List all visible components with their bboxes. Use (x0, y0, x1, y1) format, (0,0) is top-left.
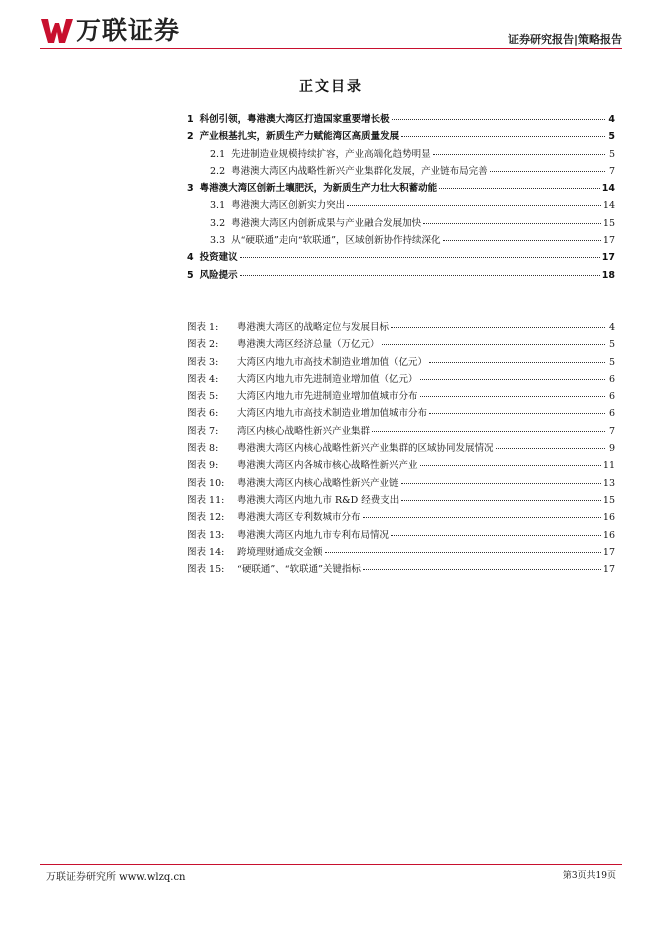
dot-leader (429, 362, 605, 363)
figure-entry[interactable] (187, 561, 615, 578)
toc-entry-title: 产业根基扎实，新质生产力赋能湾区高质量发展 (199, 131, 400, 143)
report-type-label: 证券研究报告|策略报告 (507, 33, 622, 46)
figure-entry-label: 图表 5: (187, 391, 219, 403)
toc-entry[interactable] (187, 267, 615, 284)
dot-leader (429, 413, 605, 414)
page-title: 正文目录 (299, 79, 363, 95)
figure-entry-label: 图表 2: (187, 339, 219, 351)
dot-leader (363, 517, 601, 518)
brand-name: 万联证券 (76, 16, 181, 45)
dot-leader (325, 552, 601, 553)
figure-entry-title: 粤港澳大湾区经济总量（万亿元） (237, 339, 380, 351)
figure-entry-label: 图表 6: (187, 408, 219, 420)
figure-entry-title: 粤港澳大湾区内地九市专利布局情况 (237, 529, 390, 541)
figure-entry-label: 图表 11: (187, 494, 225, 506)
dot-leader (240, 257, 600, 258)
toc-entry-page: 14 (601, 183, 615, 195)
figure-entry-title: 粤港澳大湾区的战略定位与发展目标 (237, 322, 390, 333)
toc-entry[interactable] (187, 111, 615, 128)
figure-entry-page: 6 (608, 391, 615, 403)
toc-entry-title: 从“硬联通”走向“软联通”，区域创新协作持续深化 (231, 235, 441, 247)
figure-entry-label: 图表 3: (187, 356, 219, 368)
figure-entry[interactable] (187, 405, 615, 422)
toc-entry-title: 投资建议 (199, 252, 238, 264)
figure-entry[interactable] (187, 475, 615, 492)
toc-entry-page: 7 (608, 165, 615, 177)
figure-entry[interactable] (187, 388, 615, 405)
header-divider (40, 48, 622, 49)
toc-entry-number: 2.1 (210, 148, 226, 160)
toc-entry-number: 3.3 (210, 235, 226, 247)
figure-entry-title: 大湾区内地九市高技术制造业增加值（亿元） (237, 356, 428, 368)
dot-leader (490, 171, 605, 172)
figure-entry-page: 11 (602, 460, 615, 472)
w-logo-icon (40, 17, 74, 45)
dot-leader (439, 188, 600, 189)
toc-entry-number: 1 (187, 114, 194, 125)
figure-entry-page: 16 (602, 529, 615, 541)
footer-institute: 万联证券研究所 www.wlzq.cn (46, 872, 186, 883)
dot-leader (240, 275, 600, 276)
toc-entry-page: 17 (601, 252, 615, 264)
toc-entry-page: 15 (602, 217, 615, 229)
figure-entry-label: 图表 14: (187, 546, 225, 558)
dot-leader (392, 119, 605, 120)
figure-entry[interactable] (187, 457, 615, 474)
dot-leader (433, 154, 605, 155)
toc-entry-title: 粤港澳大湾区内创新成果与产业融合发展加快 (231, 217, 422, 229)
toc-entry-page: 18 (601, 269, 615, 281)
toc-entry-number: 5 (187, 269, 194, 281)
figure-entry[interactable] (187, 423, 615, 440)
figure-entry-title: 湾区内核心战略性新兴产业集群 (237, 425, 371, 437)
dot-leader (423, 223, 601, 224)
figure-entry-label: 图表 7: (187, 425, 219, 437)
toc-entry-page: 17 (602, 235, 615, 247)
figure-entry-label: 图表 1: (187, 322, 219, 333)
figure-entry-label: 图表 15: (187, 564, 225, 576)
figure-entry[interactable] (187, 336, 615, 353)
toc-entry-title: 粤港澳大湾区内战略性新兴产业集群化发展，产业链布局完善 (231, 165, 488, 177)
figure-entry[interactable] (187, 354, 615, 371)
figure-entry-page: 5 (608, 339, 615, 351)
figure-entry-title: 跨境理财通成交金额 (237, 546, 323, 558)
figure-entry-page: 7 (608, 425, 615, 437)
figure-entry[interactable] (187, 371, 615, 388)
dot-leader (391, 535, 601, 536)
figure-entry-page: 6 (608, 373, 615, 385)
dot-leader (372, 431, 605, 432)
figure-entry-title: 大湾区内地九市先进制造业增加值城市分布 (237, 391, 418, 403)
toc-entry-number: 3.1 (210, 200, 226, 212)
figure-entry-page: 9 (608, 443, 615, 455)
figure-entry[interactable] (187, 527, 615, 544)
figure-entry-title: 粤港澳大湾区内核心战略性新兴产业链 (237, 477, 399, 489)
toc-entry[interactable] (187, 128, 615, 145)
toc-entry[interactable] (187, 197, 615, 214)
dot-leader (347, 205, 601, 206)
figure-entry[interactable] (187, 440, 615, 457)
toc-entry-page: 5 (608, 148, 615, 160)
toc-entry[interactable] (187, 180, 615, 197)
toc-entry[interactable] (187, 249, 615, 266)
toc-entry-page: 5 (608, 131, 615, 143)
figure-entry[interactable] (187, 319, 615, 336)
figure-entry-label: 图表 9: (187, 460, 219, 472)
figure-entry-page: 15 (602, 494, 615, 506)
figure-entry-page: 6 (608, 408, 615, 420)
figure-entry[interactable] (187, 492, 615, 509)
figure-entry-label: 图表 4: (187, 373, 219, 385)
toc-entry[interactable] (187, 215, 615, 232)
figure-entry-title: 粤港澳大湾区内地九市 R&D 经费支出 (237, 494, 400, 506)
dot-leader (363, 569, 601, 570)
figure-entry-title: 大湾区内地九市高技术制造业增加值城市分布 (237, 408, 428, 420)
figure-entry-title: 粤港澳大湾区内核心战略性新兴产业集群的区域协同发展情况 (237, 443, 494, 455)
figure-entry[interactable] (187, 544, 615, 561)
dot-leader (401, 500, 601, 501)
toc-entry-number: 4 (187, 252, 194, 264)
dot-leader (496, 448, 605, 449)
figure-entry-label: 图表 8: (187, 443, 219, 455)
figure-entry-page: 17 (602, 546, 615, 558)
toc-entry[interactable] (187, 163, 615, 180)
toc-entry-page: 4 (608, 114, 615, 125)
table-of-contents (187, 111, 615, 284)
dot-leader (420, 465, 601, 466)
figure-entry-page: 5 (608, 356, 615, 368)
figure-entry-title: 粤港澳大湾区内各城市核心战略性新兴产业 (237, 460, 418, 472)
toc-entry-title: 风险提示 (199, 269, 238, 281)
toc-entry-number: 2.2 (210, 165, 226, 177)
toc-entry-number: 3 (187, 183, 194, 195)
figure-list (187, 319, 615, 578)
dot-leader (391, 327, 605, 328)
toc-entry-number: 2 (187, 131, 194, 143)
toc-entry-number: 3.2 (210, 217, 226, 229)
figure-entry-label: 图表 12: (187, 512, 225, 524)
dot-leader (420, 396, 605, 397)
figure-entry-title: 粤港澳大湾区专利数城市分布 (237, 512, 361, 524)
figure-entry-page: 13 (602, 477, 615, 489)
dot-leader (443, 240, 601, 241)
figure-entry-title: 大湾区内地九市先进制造业增加值（亿元） (237, 373, 418, 385)
footer-divider (40, 864, 622, 865)
figure-entry-title: “硬联通”、“软联通”关键指标 (237, 564, 361, 576)
figure-entry-label: 图表 13: (187, 529, 225, 541)
figure-entry-page: 4 (608, 322, 615, 333)
figure-entry-page: 17 (602, 564, 615, 576)
toc-entry[interactable] (187, 146, 615, 163)
page-header (40, 14, 622, 48)
brand-logo (40, 16, 180, 46)
figure-entry-page: 16 (602, 512, 615, 524)
toc-entry-title: 粤港澳大湾区创新土壤肥沃，为新质生产力壮大积蓄动能 (199, 183, 438, 195)
page-number: 第3页共19页 (562, 871, 616, 881)
toc-entry[interactable] (187, 232, 615, 249)
toc-entry-title: 先进制造业规模持续扩容，产业高端化趋势明显 (231, 148, 431, 160)
dot-leader (401, 483, 601, 484)
toc-entry-title: 科创引领，粤港澳大湾区打造国家重要增长极 (199, 114, 390, 125)
dot-leader (401, 136, 605, 137)
dot-leader (382, 344, 605, 345)
figure-entry-label: 图表 10: (187, 477, 225, 489)
figure-entry[interactable] (187, 509, 615, 526)
toc-entry-title: 粤港澳大湾区创新实力突出 (231, 200, 346, 212)
toc-entry-page: 14 (602, 200, 615, 212)
dot-leader (420, 379, 605, 380)
